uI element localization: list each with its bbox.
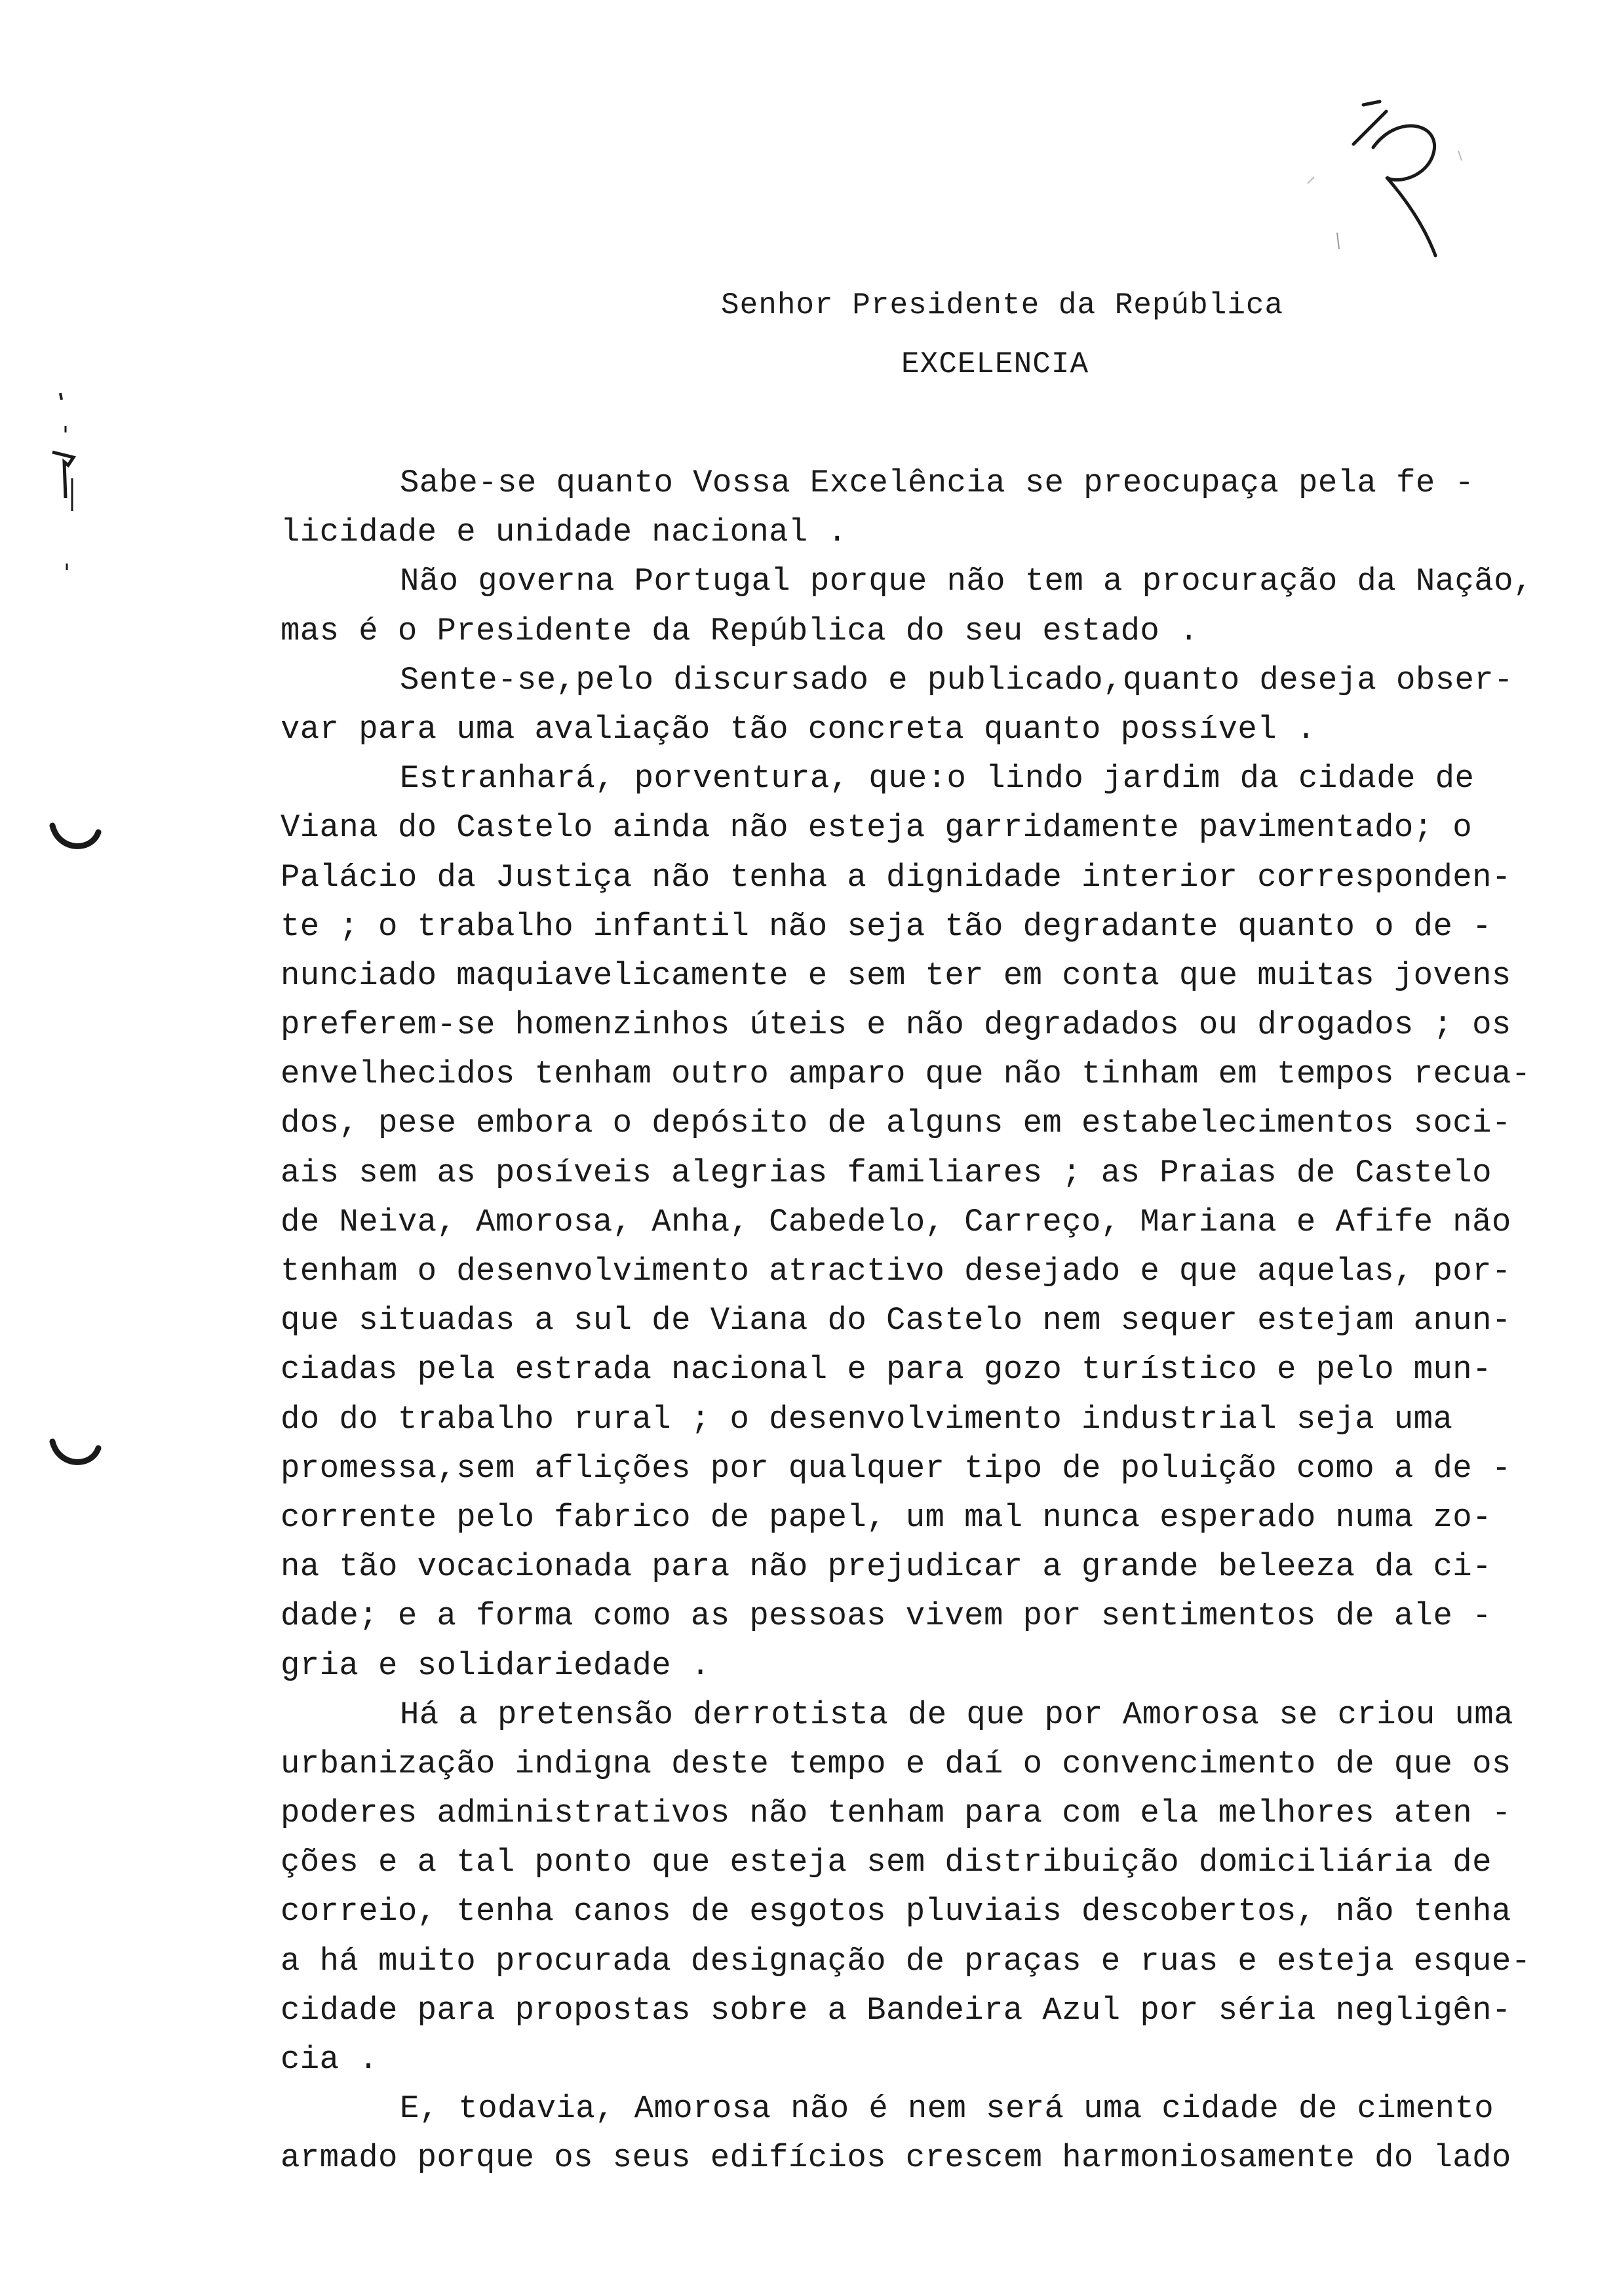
text-line: Não governa Portugal porque não tem a procuração da Nação, — [400, 563, 1533, 600]
text-line: ções e a tal ponto que esteja sem distribuição domiciliária de — [281, 1844, 1492, 1881]
text-line: urbanização indigna deste tempo e daí o convencimento de que os — [281, 1745, 1511, 1782]
text-line: poderes administrativos não tenham para com ela melhores aten - — [281, 1795, 1511, 1832]
text-line: Há a pretensão derrotista de que por Amorosa se criou uma — [400, 1696, 1513, 1733]
addressee-heading: EXCELENCIA — [901, 347, 1089, 381]
salutation-heading: Senhor Presidente da República — [721, 288, 1284, 322]
text-line: corrente pelo fabrico de papel, um mal nunca esperado numa zo- — [281, 1499, 1492, 1536]
text-line: mas é o Presidente da República do seu estado . — [281, 612, 1199, 649]
text-line: preferem-se homenzinhos úteis e não degradados ou drogados ; os — [281, 1006, 1511, 1044]
text-line: tenham o desenvolvimento atractivo desejado e que aquelas, por- — [281, 1253, 1511, 1290]
letter-body — [281, 459, 1559, 2183]
text-line: que situadas a sul de Viana do Castelo nem sequer estejam anun- — [281, 1302, 1511, 1339]
text-line: promessa,sem aflições por qualquer tipo de poluição como a de - — [281, 1449, 1511, 1487]
text-line: dade; e a forma como as pessoas vivem por sentimentos de ale - — [281, 1598, 1492, 1635]
handwritten-initial-icon — [1301, 98, 1550, 269]
text-line: Sente-se,pelo discursado e publicado,quanto deseja obser- — [400, 661, 1513, 698]
text-line: te ; o trabalho infantil não seja tão degradante quanto o de - — [281, 908, 1492, 945]
text-line: gria e solidariedade . — [281, 1647, 710, 1684]
text-line: licidade e unidade nacional . — [281, 514, 847, 551]
punch-hole-marks-icon — [26, 380, 105, 1691]
text-line: cia . — [281, 2041, 379, 2078]
text-line: Viana do Castelo ainda não esteja garridamente pavimentado; o — [281, 809, 1473, 847]
text-line: do do trabalho rural ; o desenvolvimento industrial seja uma — [281, 1400, 1453, 1438]
text-line: armado porque os seus edifícios crescem harmoniosamente do lado — [281, 2139, 1511, 2177]
text-line: Sabe-se quanto Vossa Excelência se preocupaça pela fe - — [400, 465, 1475, 501]
text-line: dos, pese embora o depósito de alguns em estabelecimentos soci- — [281, 1105, 1511, 1142]
text-line: nunciado maquiavelicamente e sem ter em conta que muitas jovens — [281, 957, 1511, 994]
text-line: envelhecidos tenham outro amparo que não tinham em tempos recua- — [281, 1056, 1531, 1093]
text-line: a há muito procurada designação de praças e ruas e esteja esque- — [281, 1942, 1531, 1980]
text-line: correio, tenha canos de esgotos pluviais descobertos, não tenha — [281, 1893, 1511, 1930]
text-line: Estranhará, porventura, que:o lindo jardim da cidade de — [400, 760, 1475, 797]
text-line: ciadas pela estrada nacional e para gozo turístico e pelo mun- — [281, 1351, 1492, 1388]
text-line: Palácio da Justiça não tenha a dignidade interior corresponden- — [281, 858, 1511, 896]
text-line: cidade para propostas sobre a Bandeira Azul por séria negligên- — [281, 1991, 1511, 2029]
text-line: de Neiva, Amorosa, Anha, Cabedelo, Carreço, Mariana e Afife não — [281, 1203, 1511, 1240]
text-line: na tão vocacionada para não prejudicar a grande beleeza da ci- — [281, 1548, 1492, 1586]
text-line: ais sem as posíveis alegrias familiares ; as Praias de Castelo — [281, 1154, 1492, 1191]
text-line: E, todavia, Amorosa não é nem será uma cidade de cimento — [400, 2090, 1494, 2128]
text-line: var para uma avaliação tão concreta quanto possível . — [281, 710, 1316, 748]
